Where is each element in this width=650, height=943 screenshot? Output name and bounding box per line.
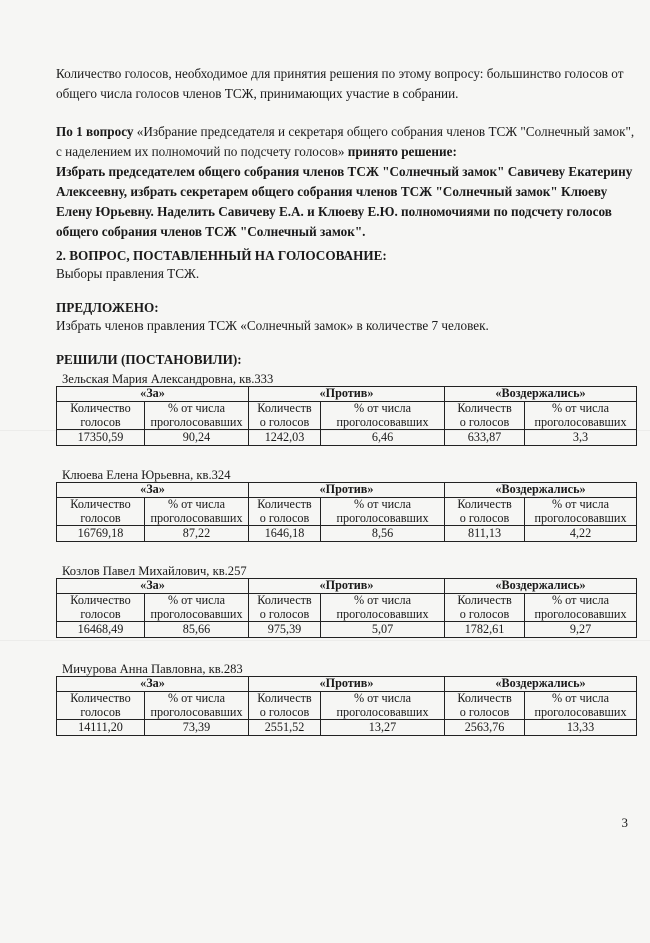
vote-table (56, 676, 637, 736)
vote-groups-row (57, 387, 637, 402)
pct-header-line1: % от числа (353, 691, 412, 705)
resolved-heading: РЕШИЛИ (ПОСТАНОВИЛИ): (56, 352, 242, 367)
pct-header-line1: % от числа (353, 497, 412, 511)
pct-header-line2: проголосовавших (150, 606, 243, 621)
count-header (249, 402, 321, 430)
count-header (445, 402, 525, 430)
vote-subheaders-row (57, 692, 637, 720)
abstained-header: «Воздержались» (445, 579, 637, 594)
count-header (249, 594, 321, 622)
count-header-line1: Количеств (457, 401, 512, 415)
pct-header-line1: % от числа (353, 593, 412, 607)
count-header-line1: Количество (70, 401, 131, 415)
count-header-line2: о голосов (259, 704, 310, 719)
count-header-line2: голосов (80, 510, 121, 525)
count-header-line1: Количество (70, 691, 131, 705)
for-count: 16769,18 (57, 526, 145, 542)
pct-header-line2: проголосовавших (336, 414, 429, 429)
pct-header-line1: % от числа (551, 401, 610, 415)
vote-subheaders-row (57, 402, 637, 430)
count-header-line1: Количеств (457, 593, 512, 607)
count-header-line2: о голосов (259, 414, 310, 429)
pct-header (145, 402, 249, 430)
against-count: 975,39 (249, 622, 321, 638)
for-count: 14111,20 (57, 720, 145, 736)
for-count: 16468,49 (57, 622, 145, 638)
pct-header-line1: % от числа (167, 401, 226, 415)
count-header-line1: Количеств (257, 691, 312, 705)
for-header: «За» (57, 483, 249, 498)
pct-header (145, 594, 249, 622)
abstained-header: «Воздержались» (445, 677, 637, 692)
pct-header-line2: проголосовавших (534, 510, 627, 525)
pct-header-line2: проголосовавших (150, 704, 243, 719)
page-number: 3 (621, 815, 628, 830)
against-percent: 5,07 (321, 622, 445, 638)
pct-header-line1: % от числа (353, 401, 412, 415)
candidate-name: Мичурова Анна Павловна, кв.283 (62, 662, 243, 676)
count-header-line2: о голосов (459, 414, 510, 429)
for-header: «За» (57, 387, 249, 402)
pct-header-line1: % от числа (551, 593, 610, 607)
count-header-line1: Количество (70, 593, 131, 607)
count-header-line1: Количеств (257, 401, 312, 415)
vote-groups-row (57, 579, 637, 594)
against-percent: 8,56 (321, 526, 445, 542)
count-header-line2: о голосов (459, 606, 510, 621)
vote-table (56, 578, 637, 638)
intro-paragraph: Количество голосов, необходимое для принятия решения по этому вопросу: большинство голосов от общего числа голосов членов ТСЖ, принимающих участие в собрании. (56, 66, 624, 101)
count-header (445, 594, 525, 622)
scan-artifact (0, 640, 650, 641)
abstained-percent: 13,33 (525, 720, 637, 736)
vote-groups-row (57, 677, 637, 692)
for-header: «За» (57, 677, 249, 692)
count-header-line2: о голосов (259, 606, 310, 621)
against-count: 1242,03 (249, 430, 321, 446)
question2-heading: 2. ВОПРОС, ПОСТАВЛЕННЫЙ НА ГОЛОСОВАНИЕ: (56, 248, 387, 263)
count-header-line2: о голосов (259, 510, 310, 525)
abstained-percent: 9,27 (525, 622, 637, 638)
pct-header-line1: % от числа (551, 497, 610, 511)
abstained-count: 2563,76 (445, 720, 525, 736)
pct-header (321, 594, 445, 622)
pct-header (525, 402, 637, 430)
count-header (445, 692, 525, 720)
pct-header-line1: % от числа (551, 691, 610, 705)
against-count: 1646,18 (249, 526, 321, 542)
count-header (57, 692, 145, 720)
question1-decision: Избрать председателем общего собрания членов ТСЖ "Солнечный замок" Савичеву Екатерину Алексеевну, избрать секретарем общего собрания членов ТСЖ "Солнечный замок" Клюеву Елену Юрьевну. Наделить Савичеву Е.А. и Клюеву Е.Ю. полномочиями по подсчету голосов общего собрания членов ТСЖ "Солнечный замок". (56, 164, 633, 239)
vote-subheaders-row (57, 498, 637, 526)
against-header: «Против» (249, 677, 445, 692)
pct-header-line1: % от числа (167, 593, 226, 607)
vote-values-row (57, 526, 637, 542)
count-header-line1: Количеств (457, 497, 512, 511)
count-header-line1: Количеств (457, 691, 512, 705)
abstained-header: «Воздержались» (445, 483, 637, 498)
pct-header-line2: проголосовавших (150, 510, 243, 525)
for-count: 17350,59 (57, 430, 145, 446)
count-header (57, 402, 145, 430)
count-header (57, 594, 145, 622)
count-header (445, 498, 525, 526)
for-percent: 85,66 (145, 622, 249, 638)
pct-header (321, 402, 445, 430)
pct-header-line2: проголосовавших (336, 606, 429, 621)
count-header (57, 498, 145, 526)
abstained-percent: 3,3 (525, 430, 637, 446)
candidate-name: Козлов Павел Михайлович, кв.257 (62, 564, 247, 578)
count-header-line1: Количеств (257, 593, 312, 607)
pct-header-line2: проголосовавших (534, 414, 627, 429)
proposed-heading: ПРЕДЛОЖЕНО: (56, 300, 159, 315)
pct-header (525, 594, 637, 622)
vote-values-row (57, 622, 637, 638)
count-header (249, 692, 321, 720)
abstained-count: 633,87 (445, 430, 525, 446)
against-percent: 13,27 (321, 720, 445, 736)
count-header (249, 498, 321, 526)
against-header: «Против» (249, 579, 445, 594)
proposed-text: Избрать членов правления ТСЖ «Солнечный замок» в количестве 7 человек. (56, 318, 489, 333)
abstained-count: 811,13 (445, 526, 525, 542)
pct-header (321, 498, 445, 526)
vote-table (56, 482, 637, 542)
pct-header (525, 498, 637, 526)
pct-header-line1: % от числа (167, 691, 226, 705)
vote-values-row (57, 720, 637, 736)
pct-header (525, 692, 637, 720)
candidate-name: Клюева Елена Юрьевна, кв.324 (62, 468, 231, 482)
pct-header-line2: проголосовавших (534, 704, 627, 719)
accepted-label: принято решение: (347, 144, 457, 159)
question1-paragraph (56, 122, 636, 242)
pct-header (321, 692, 445, 720)
vote-subheaders-row (57, 594, 637, 622)
pct-header-line2: проголосовавших (150, 414, 243, 429)
candidate-name: Зельская Мария Александровна, кв.333 (62, 372, 274, 386)
for-header: «За» (57, 579, 249, 594)
for-percent: 90,24 (145, 430, 249, 446)
pct-header-line2: проголосовавших (336, 510, 429, 525)
abstained-count: 1782,61 (445, 622, 525, 638)
count-header-line2: голосов (80, 704, 121, 719)
vote-table (56, 386, 637, 446)
question1-lead: По 1 вопросу (56, 124, 134, 139)
question1-title: «Избрание председателя и секретаря общего собрания членов ТСЖ "Солнечный замок", с наделением их полномочий по подсчету голосов» (56, 124, 635, 159)
pct-header (145, 692, 249, 720)
vote-groups-row (57, 483, 637, 498)
against-header: «Против» (249, 483, 445, 498)
pct-header-line2: проголосовавших (534, 606, 627, 621)
for-percent: 87,22 (145, 526, 249, 542)
count-header-line1: Количеств (257, 497, 312, 511)
count-header-line2: голосов (80, 414, 121, 429)
count-header-line2: о голосов (459, 704, 510, 719)
against-header: «Против» (249, 387, 445, 402)
question2-subject: Выборы правления ТСЖ. (56, 266, 200, 281)
against-percent: 6,46 (321, 430, 445, 446)
for-percent: 73,39 (145, 720, 249, 736)
pct-header-line1: % от числа (167, 497, 226, 511)
abstained-header: «Воздержались» (445, 387, 637, 402)
against-count: 2551,52 (249, 720, 321, 736)
vote-values-row (57, 430, 637, 446)
pct-header (145, 498, 249, 526)
pct-header-line2: проголосовавших (336, 704, 429, 719)
count-header-line2: о голосов (459, 510, 510, 525)
abstained-percent: 4,22 (525, 526, 637, 542)
count-header-line2: голосов (80, 606, 121, 621)
count-header-line1: Количество (70, 497, 131, 511)
